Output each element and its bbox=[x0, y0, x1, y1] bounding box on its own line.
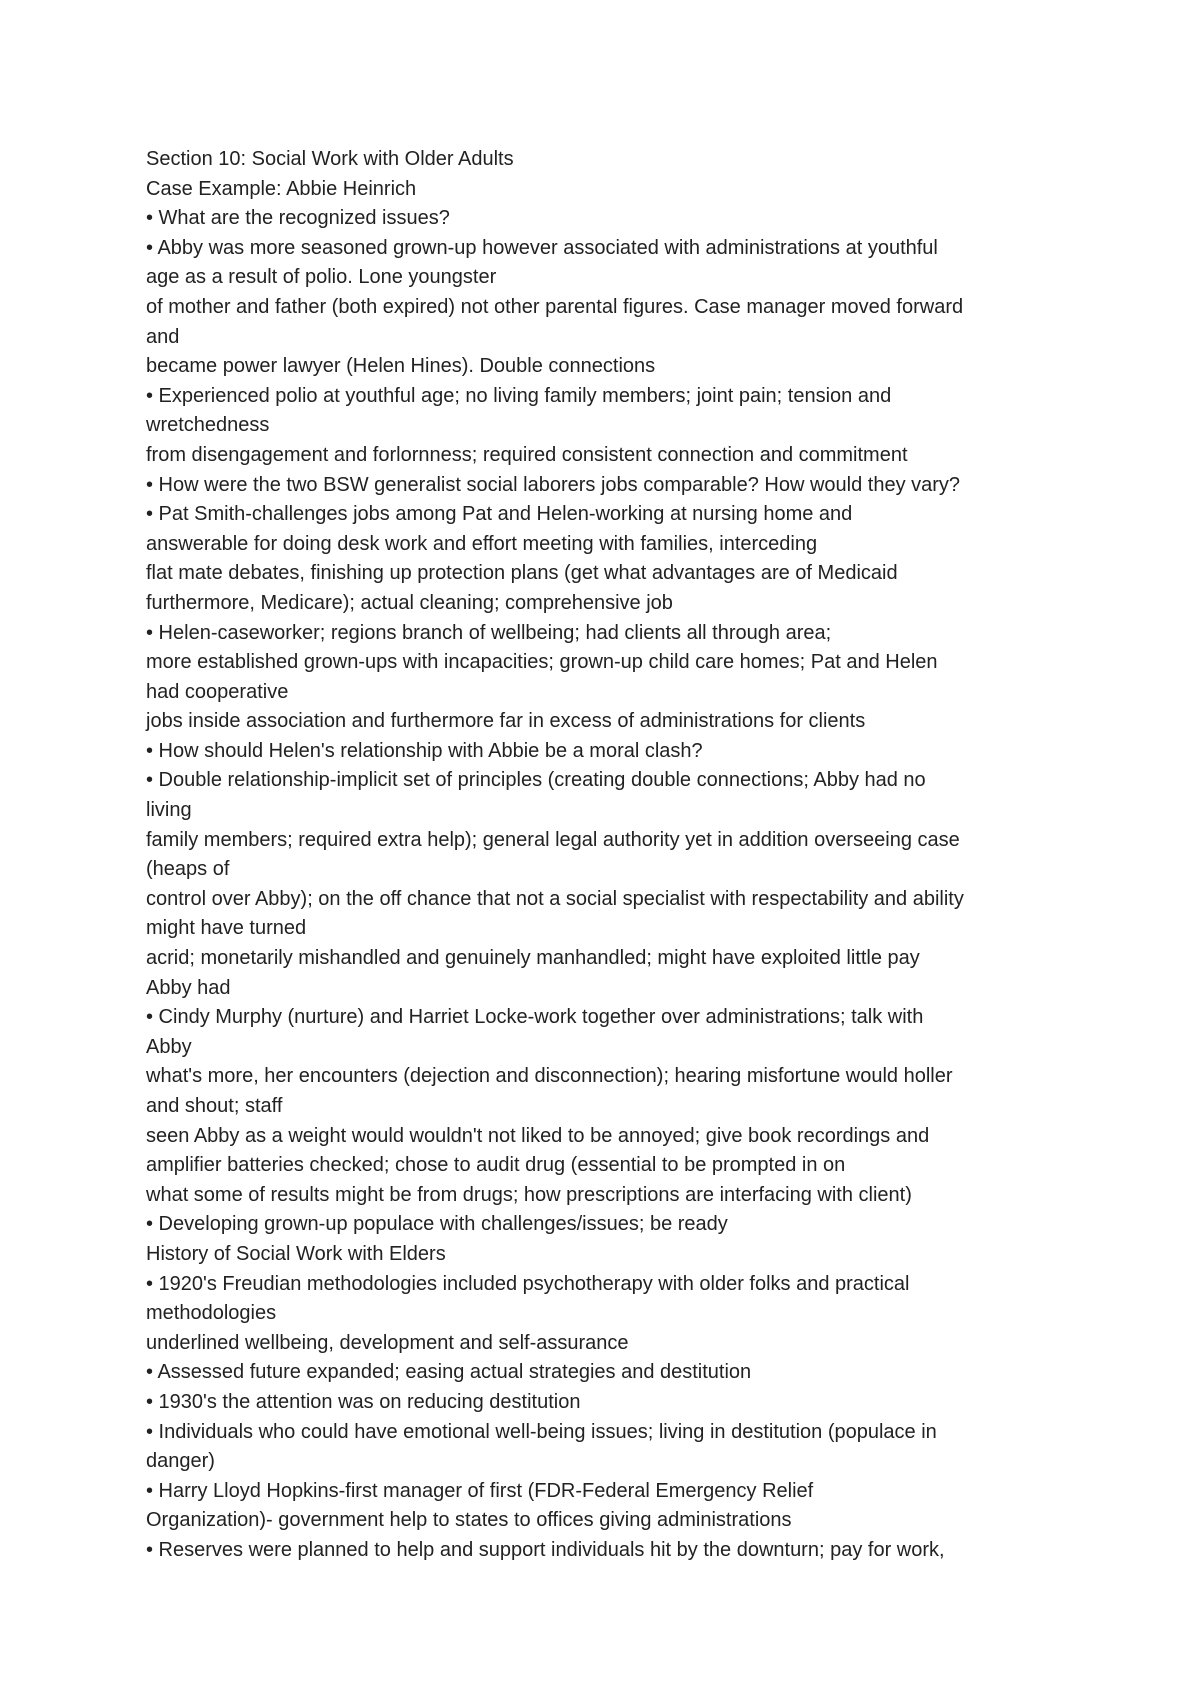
text-line: family members; required extra help); general legal authority yet in addition overseeing case bbox=[146, 828, 960, 851]
text-line: • Abby was more seasoned grown-up however associated with administrations at youthful bbox=[146, 236, 938, 259]
text-line: and bbox=[146, 325, 180, 348]
text-line: Organization)- government help to states to offices giving administrations bbox=[146, 1509, 792, 1532]
text-line: • 1920's Freudian methodologies included psychotherapy with older folks and practical bbox=[146, 1272, 910, 1295]
text-line: amplifier batteries checked; chose to audit drug (essential to be prompted in on bbox=[146, 1154, 846, 1177]
text-line: (heaps of bbox=[146, 858, 230, 881]
text-line: • Double relationship-implicit set of principles (creating double connections; Abby had no bbox=[146, 769, 926, 792]
text-line: had cooperative bbox=[146, 680, 289, 703]
text-line: what some of results might be from drugs; how prescriptions are interfacing with client) bbox=[146, 1183, 912, 1206]
text-line: Section 10: Social Work with Older Adults bbox=[146, 148, 514, 170]
text-line: • Assessed future expanded; easing actual strategies and destitution bbox=[146, 1361, 752, 1384]
text-line: might have turned bbox=[146, 917, 307, 940]
text-line: age as a result of polio. Lone youngster bbox=[146, 266, 497, 289]
text-line: and shout; staff bbox=[146, 1095, 283, 1117]
text-line: • Harry Lloyd Hopkins-first manager of first (FDR-Federal Emergency Relief bbox=[146, 1479, 814, 1502]
text-line: underlined wellbeing, development and self-assurance bbox=[146, 1331, 629, 1354]
text-line: danger) bbox=[146, 1450, 215, 1473]
document-body bbox=[146, 145, 1086, 1566]
text-line: acrid; monetarily mishandled and genuinely manhandled; might have exploited little pay bbox=[146, 947, 920, 970]
text-line: control over Abby); on the off chance that not a social specialist with respectability and ability bbox=[146, 887, 964, 910]
text-line: • Helen-caseworker; regions branch of wellbeing; had clients all through area; bbox=[146, 621, 832, 644]
text-line: flat mate debates, finishing up protection plans (get what advantages are of Medicaid bbox=[146, 562, 898, 585]
text-line: answerable for doing desk work and effort meeting with families, interceding bbox=[146, 532, 818, 555]
text-line: more established grown-ups with incapacities; grown-up child care homes; Pat and Helen bbox=[146, 651, 938, 674]
text-line: • Pat Smith-challenges jobs among Pat and Helen-working at nursing home and bbox=[146, 503, 853, 526]
text-line: • Developing grown-up populace with challenges/issues; be ready bbox=[146, 1213, 728, 1236]
text-line: wretchedness bbox=[146, 414, 270, 437]
text-line: • What are the recognized issues? bbox=[146, 207, 450, 230]
text-line: Abby bbox=[146, 1035, 192, 1058]
text-line: living bbox=[146, 799, 192, 822]
text-line: • Individuals who could have emotional well-being issues; living in destitution (populace in bbox=[146, 1420, 937, 1443]
text-line: became power lawyer (Helen Hines). Double connections bbox=[146, 355, 656, 378]
text-line: jobs inside association and furthermore far in excess of administrations for clients bbox=[146, 710, 866, 733]
text-line: Abby had bbox=[146, 976, 231, 999]
text-line: • Cindy Murphy (nurture) and Harriet Locke-work together over administrations; talk with bbox=[146, 1006, 924, 1029]
text-line: History of Social Work with Elders bbox=[146, 1242, 446, 1265]
text-line: Case Example: Abbie Heinrich bbox=[146, 177, 417, 200]
text-line: • 1930's the attention was on reducing destitution bbox=[146, 1390, 581, 1413]
text-line: furthermore, Medicare); actual cleaning; comprehensive job bbox=[146, 591, 673, 614]
text-line: seen Abby as a weight would wouldn't not liked to be annoyed; give book recordings and bbox=[146, 1124, 930, 1147]
text-line: • How were the two BSW generalist social laborers jobs comparable? How would they vary? bbox=[146, 473, 961, 496]
document-page bbox=[146, 145, 1086, 1566]
text-line: • Experienced polio at youthful age; no living family members; joint pain; tension and bbox=[146, 384, 892, 407]
text-line: from disengagement and forlornness; required consistent connection and commitment bbox=[146, 443, 908, 466]
text-line: • Reserves were planned to help and support individuals hit by the downturn; pay for work, bbox=[146, 1538, 945, 1561]
text-line: of mother and father (both expired) not other parental figures. Case manager moved forward bbox=[146, 295, 964, 318]
text-line: methodologies bbox=[146, 1302, 277, 1325]
text-line: • How should Helen's relationship with Abbie be a moral clash? bbox=[146, 739, 703, 762]
text-line: what's more, her encounters (dejection and disconnection); hearing misfortune would holler bbox=[146, 1065, 953, 1088]
